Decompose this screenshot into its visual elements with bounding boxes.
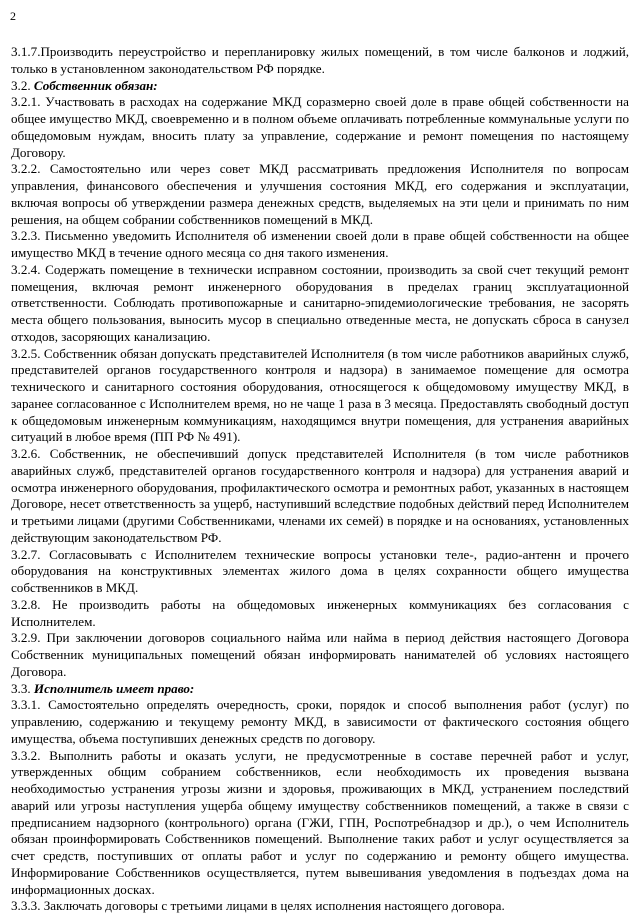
clause-3-2-2: 3.2.2. Самостоятельно или через совет МКД рассматривать предложения Исполнителя по вопросам управления, финансового обеспечения и улучшения состояния МКД, его содержания и эксплуатации, включая вопросы об утверждении размера денежных средств, выделяемых на эти цели и принимать по ним решения, на общем собрании собственников помещений в МКД.	[11, 161, 629, 227]
document-body	[11, 44, 629, 915]
clause-3-2-9: 3.2.9. При заключении договоров социального найма или найма в период действия настоящего Договора Собственник муниципальных помещений обязан информировать нанимателей об условиях настоящего Договора.	[11, 630, 629, 679]
section-title: Исполнитель имеет право:	[33, 680, 195, 696]
clause-3-2-8: 3.2.8. Не производить работы на общедомовых инженерных коммуникациях без согласования с Исполнителем.	[11, 596, 629, 629]
clause-3-2-4: 3.2.4. Содержать помещение в технически исправном состоянии, производить за свой счет текущий ремонт помещения, включая ремонт инженерного оборудования в пределах границ эксплуатационной ответственности. Соблюдать противопожарные и санитарно-эпидемиологические требования, не засорять места общего пользования, выносить мусор в специально отведенные места, не допускать сброса в санузел отходов, засоряющих канализацию.	[11, 261, 629, 344]
page-number: 2	[10, 9, 16, 23]
section-number: 3.3.	[11, 680, 31, 696]
clause-3-2-7: 3.2.7. Согласовывать с Исполнителем технические вопросы установки теле-, радио-антенн и прочего оборудования на конструктивных элементах жилого дома в целях сохранности общего имущества собственников в МКД.	[11, 546, 629, 595]
clause-3-1-7: 3.1.7.Производить переустройство и перепланировку жилых помещений, в том числе балконов и лоджий, только в установленном законодательством РФ порядке.	[11, 44, 629, 76]
clause-3-3-2: 3.3.2. Выполнить работы и оказать услуги, не предусмотренные в составе перечней работ и услуг, утвержденных общим собранием собственников, если необходимость их проведения вызвана необходимостью устранения угрозы жизни и здоровья, проживающих в МКД, устранением последствий аварий или угрозы наступления ущерба общему имуществу собственников помещений, а также в связи с предписанием надзорного (контрольного) органа (ГЖИ, ГПН, Роспотребнадзор и др.), о чем Исполнитель обязан проинформировать Собственников помещений. Выполнение таких работ и услуг осуществляется за счет средств, поступивших от оплаты работ и услуг по содержанию и ремонту общего имущества. Информирование Собственников осуществляется, путем вывешивания уведомления в подъездах дома на информационных досках.	[11, 747, 629, 897]
clause-3-2-5: 3.2.5. Собственник обязан допускать представителей Исполнителя (в том числе работников аварийных служб, представителей органов государственного контроля и надзора) в занимаемое помещение для осмотра технического и санитарного состояния оборудования, относящегося к общедомовому имуществу МКД, в заранее согласованное с Исполнителем время, но не чаще 1 раза в 3 месяца. Предоставлять свободный доступ к общедомовым инженерным коммуникациям, находящимся внутри помещения, для устранения аварийных ситуаций в любое время (ПП РФ № 491).	[11, 345, 629, 445]
section-heading-3-3	[11, 681, 629, 698]
clause-3-3-3: 3.3.3. Заключать договоры с третьими лицами в целях исполнения настоящего договора.	[11, 898, 505, 914]
clause-3-3-1: 3.3.1. Самостоятельно определять очередность, сроки, порядок и способ выполнения работ (услуг) по управлению, содержанию и текущему ремонту МКД, в зависимости от фактического состояния общего имущества, объема поступивших денежных средств по договору.	[11, 697, 629, 746]
section-number: 3.2.	[11, 77, 31, 93]
clause-3-2-6: 3.2.6. Собственник, не обеспечивший допуск представителей Исполнителя (в том числе работников аварийных служб, представителей органов государственного контроля и надзора) для устранения аварий и осмотра инженерного оборудования, профилактического осмотра и ремонтных работ, указанных в настоящем Договоре, несет ответственность за ущерб, наступивший вследствие подобных действий перед Исполнителем и третьими лицами (другими Собственниками, членами их семей) в порядке и на основаниях, установленных действующим законодательством РФ.	[11, 446, 629, 545]
section-title: Собственник обязан:	[33, 77, 158, 93]
clause-3-2-1: 3.2.1. Участвовать в расходах на содержание МКД соразмерно своей доле в праве общей собственности на общее имущество МКД, своевременно и в полном объеме оплачивать потребленные коммунальные услуги по общедомовым нуждам, вносить плату за управление, содержание и ремонт помещения по настоящему Договору.	[11, 94, 629, 160]
section-heading-3-2	[11, 78, 629, 95]
clause-3-2-3: 3.2.3. Письменно уведомить Исполнителя об изменении своей доли в праве общей собственности на общее имущество МКД в течение одного месяца со дня такого изменения.	[11, 228, 629, 260]
